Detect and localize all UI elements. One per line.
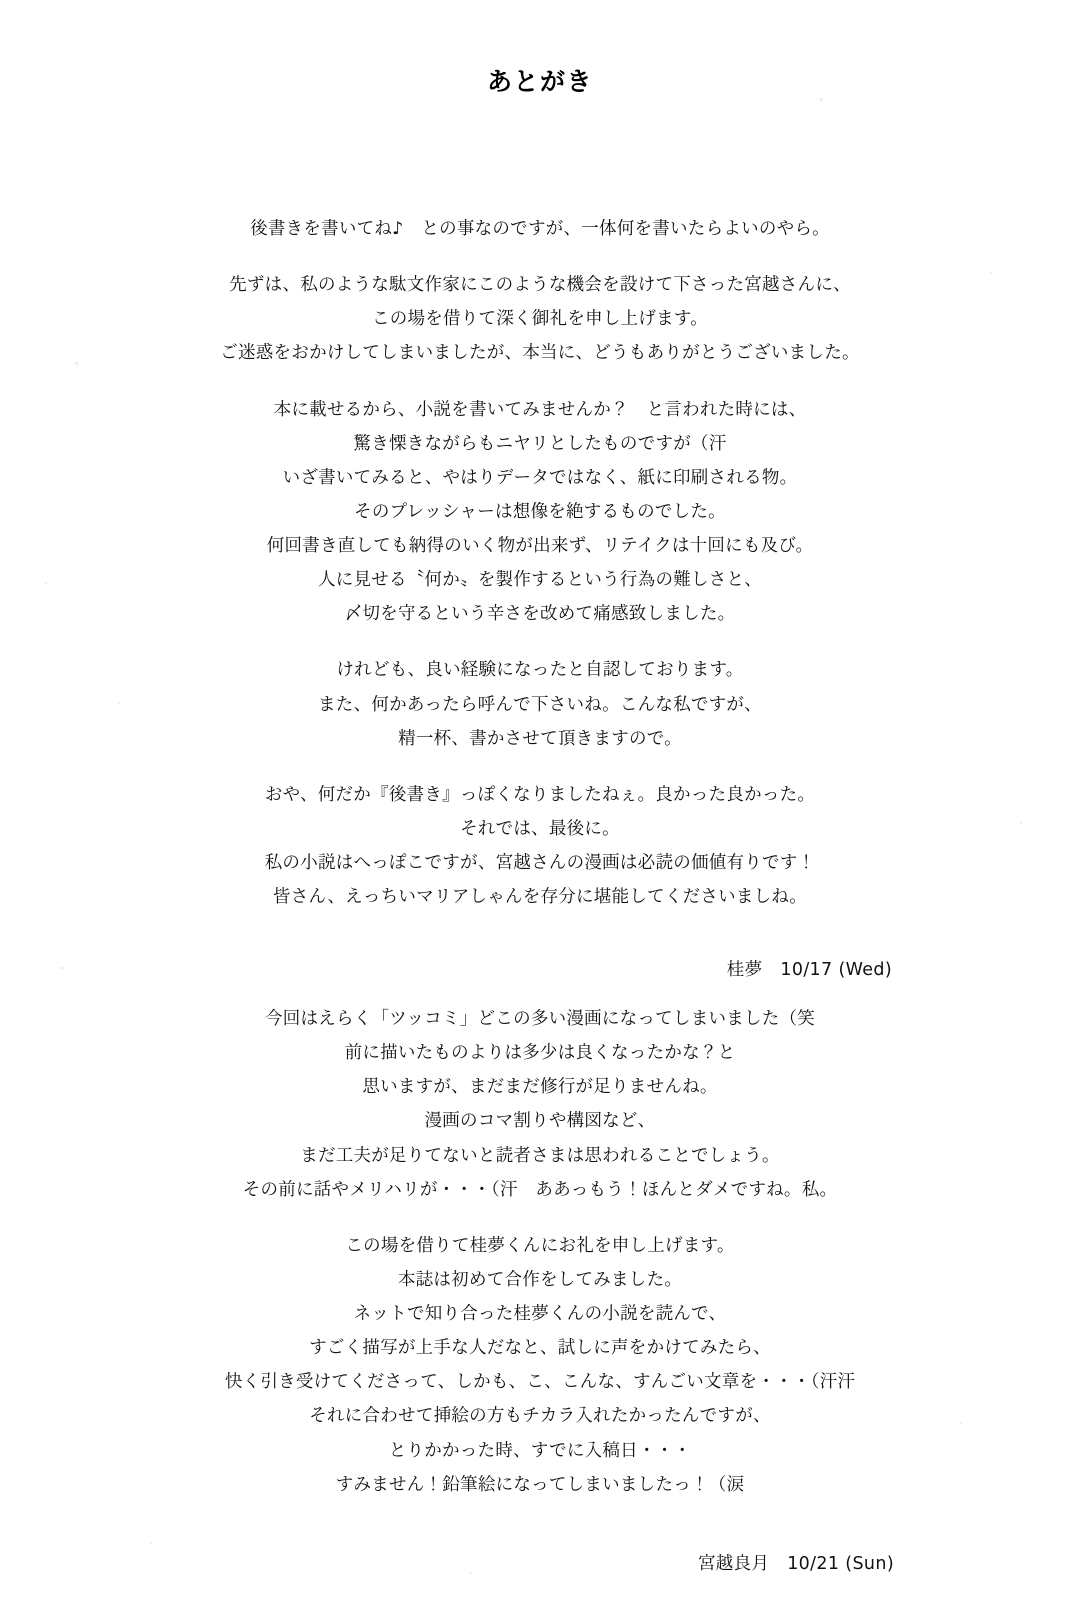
text-line: とりかかった時、すでに入稿日・・・ xyxy=(388,1440,692,1461)
paragraph-gap xyxy=(0,371,1080,393)
afterword-body xyxy=(0,1002,1080,1502)
text-line: それに合わせて挿絵の方もチカラ入れたかったんですが、 xyxy=(309,1406,771,1427)
text-line: けれども、良い経験になったと自認しております。 xyxy=(336,660,744,681)
text-line: 人に見せる〝何か〟を製作するという行為の難しさと、 xyxy=(317,570,763,591)
text-line: 本に載せるから、小説を書いてみませんか？ と言われた時には、 xyxy=(273,399,807,420)
text-line: 前に描いたものよりは多少は良くなったかな？と xyxy=(344,1043,736,1064)
afterword-section-miyakoshi xyxy=(0,1002,1080,1575)
document-page xyxy=(0,62,1080,1605)
text-line: まだ工夫が足りてないと読者さまは思われることでしょう。 xyxy=(300,1145,780,1166)
text-line: 快く引き受けてくださって、しかも、こ、こんな、すんごい文章を・・・（汗汗 xyxy=(224,1372,856,1393)
text-line: 驚き慄きながらもニヤリとしたものですが（汗 xyxy=(353,433,727,454)
text-line: おや、何だか『後書き』っぽくなりましたねぇ。良かった良かった。 xyxy=(264,784,816,805)
text-line: その前に話やメリハリが・・・（汗 ああっもう！ほんとダメですね。私。 xyxy=(242,1179,838,1200)
text-line: 本誌は初めて合作をしてみました。 xyxy=(397,1269,683,1290)
text-line: この場を借りて桂夢くんにお礼を申し上げます。 xyxy=(345,1235,735,1256)
text-line: 思いますが、まだまだ修行が足りませんね。 xyxy=(362,1077,718,1098)
afterword-section-keimu xyxy=(0,212,1080,981)
text-line: 私の小説はへっぽこですが、宮越さんの漫画は必読の価値有りです！ xyxy=(264,853,816,873)
paragraph-gap xyxy=(0,631,1080,653)
text-line: 〆切を守るという辛さを改めて痛感致しました。 xyxy=(344,604,736,625)
text-line: いざ書いてみると、やはりデータではなく、紙に印刷される物。 xyxy=(282,467,798,488)
paper-speckle xyxy=(820,98,823,101)
paragraph-gap xyxy=(0,1207,1080,1229)
page-title: あとがき xyxy=(486,67,593,96)
text-line: 何回書き直しても納得のいく物が出来ず、リテイクは十回にも及び。 xyxy=(266,536,814,556)
text-line: すごく描写が上手な人だなと、試しに声をかけてみたら、 xyxy=(309,1338,771,1359)
text-line: また、何かあったら呼んで下さいね。こんな私ですが、 xyxy=(318,694,762,715)
paragraph-gap xyxy=(0,756,1080,778)
text-line: この場を借りて深く御礼を申し上げます。 xyxy=(371,309,709,330)
text-line: それでは、最後に。 xyxy=(460,818,620,839)
text-line: 精一杯、書かさせて頂きますので。 xyxy=(398,728,682,749)
signature-keimu: 桂夢 10/17 (Wed) xyxy=(726,960,892,981)
signature-miyakoshi: 宮越良月 10/21 (Sun) xyxy=(697,1553,894,1574)
text-line: そのプレッシャーは想像を絶するものでした。 xyxy=(354,501,726,522)
text-line: すみません！鉛筆絵になってしまいましたっ！（涙 xyxy=(335,1474,745,1495)
text-line: ネットで知り合った桂夢くんの小説を読んで、 xyxy=(353,1304,727,1324)
afterword-body xyxy=(0,212,1080,914)
text-line: 先ずは、私のような駄文作家にこのような機会を設けて下さった宮越さんに、 xyxy=(229,275,851,296)
text-line: 漫画のコマ割りや構図など、 xyxy=(424,1111,656,1132)
text-line: 皆さん、えっちいマリアしゃんを存分に堪能してくださいましね。 xyxy=(273,887,807,908)
text-line: ご迷惑をおかけしてしまいましたが、本当に、どうもありがとうございました。 xyxy=(220,343,860,364)
paragraph-gap xyxy=(0,246,1080,268)
text-line: 後書きを書いてね♪ との事なのですが、一体何を書いたらよいのやら。 xyxy=(250,219,830,239)
text-line: 今回はえらく「ツッコミ」どこの多い漫画になってしまいました（笑 xyxy=(264,1009,816,1029)
